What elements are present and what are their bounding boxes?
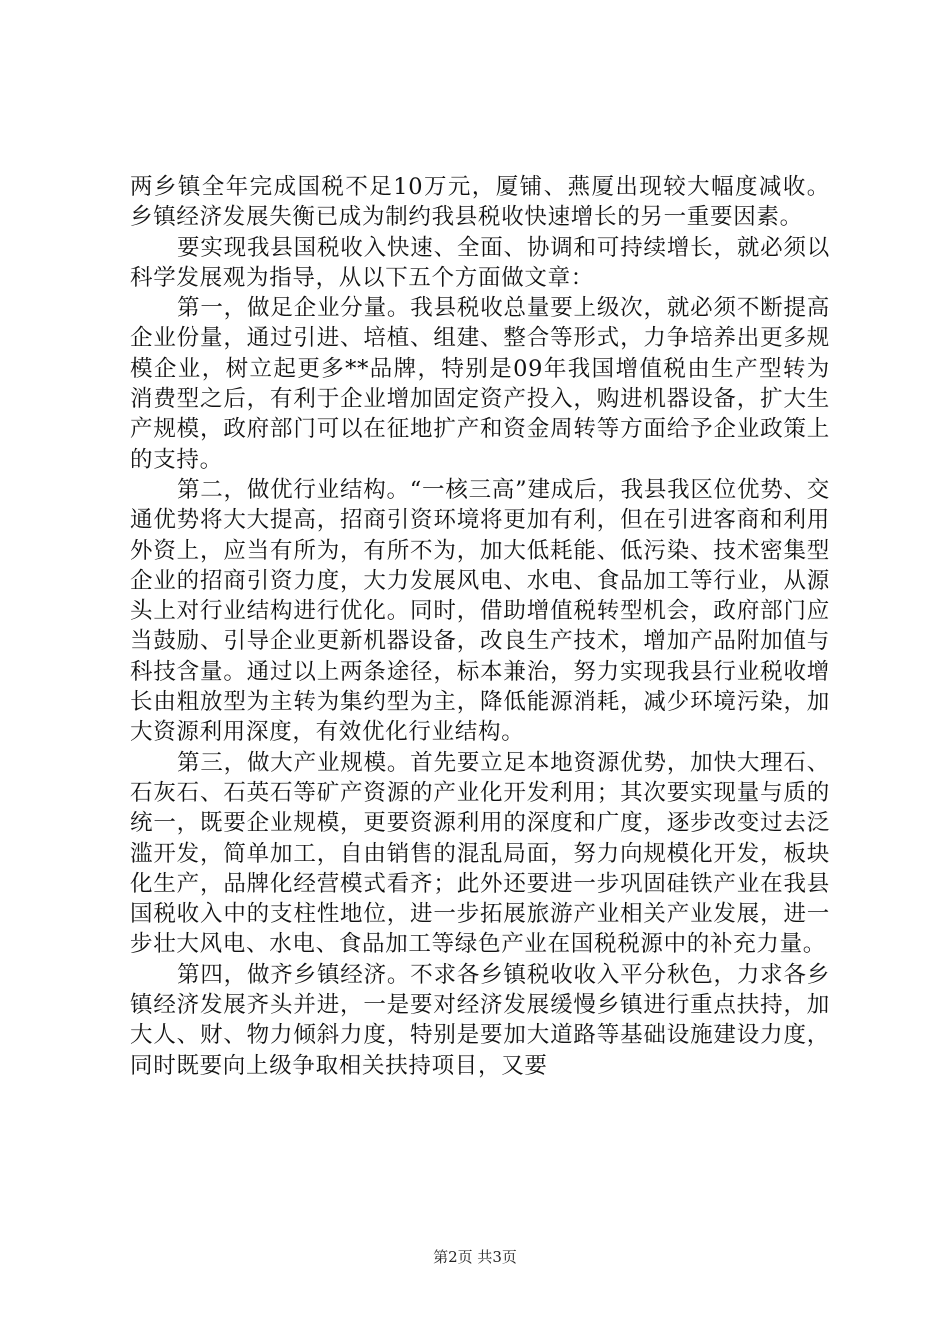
paragraph-intro: 要实现我县国税收入快速、全面、协调和可持续增长，就必须以科学发展观为指导，从以下五个方面做文章：	[130, 234, 830, 291]
paragraph-continued: 两乡镇全年完成国税不足10万元，厦铺、燕厦出现较大幅度减收。乡镇经济发展失衡已成为制约我县税收快速增长的另一重要因素。	[130, 174, 830, 231]
document-body	[130, 172, 830, 1081]
paragraph-fourth-point: 第四，做齐乡镇经济。不求各乡镇税收收入平分秋色，力求各乡镇经济发展齐头并进，一是要对经济发展缓慢乡镇进行重点扶持，加大人、财、物力倾斜力度，特别是要加大道路等基础设施建设力度，同时既要向上级争取相关扶持项目，又要	[130, 961, 830, 1079]
paragraph-second-point: 第二，做优行业结构。“一核三高”建成后，我县我区位优势、交通优势将大大提高，招商引资环境将更加有利，但在引进客商和利用外资上，应当有所为，有所不为，加大低耗能、低污染、技术密集型企业的招商引资力度，大力发展风电、水电、食品加工等行业，从源头上对行业结构进行优化。同时，借助增值税转型机会，政府部门应当鼓励、引导企业更新机器设备，改良生产技术，增加产品附加值与科技含量。通过以上两条途径，标本兼治，努力实现我县行业税收增长由粗放型为主转为集约型为主，降低能源消耗，减少环境污染，加大资源利用深度，有效优化行业结构。	[130, 476, 830, 746]
paragraph-first-point: 第一，做足企业分量。我县税收总量要上级次，就必须不断提高企业份量，通过引进、培植、组建、整合等形式，力争培养出更多规模企业，树立起更多**品牌，特别是09年我国增值税由生产型转为消费型之后，有利于企业增加固定资产投入，购进机器设备，扩大生产规模，政府部门可以在征地扩产和资金周转等方面给予企业政策上的支持。	[130, 295, 830, 473]
page-number-footer: 第2页 共3页	[433, 1248, 517, 1266]
paragraph-third-point: 第三，做大产业规模。首先要立足本地资源优势，加快大理石、石灰石、石英石等矿产资源的产业化开发利用；其次要实现量与质的统一，既要企业规模，更要资源利用的深度和广度，逐步改变过去泛滥开发，简单加工，自由销售的混乱局面，努力向规模化开发，板块化生产，品牌化经营模式看齐；此外还要进一步巩固硅铁产业在我县国税收入中的支柱性地位，进一步拓展旅游产业相关产业发展，进一步壮大风电、水电、食品加工等绿色产业在国税税源中的补充力量。	[130, 749, 830, 958]
